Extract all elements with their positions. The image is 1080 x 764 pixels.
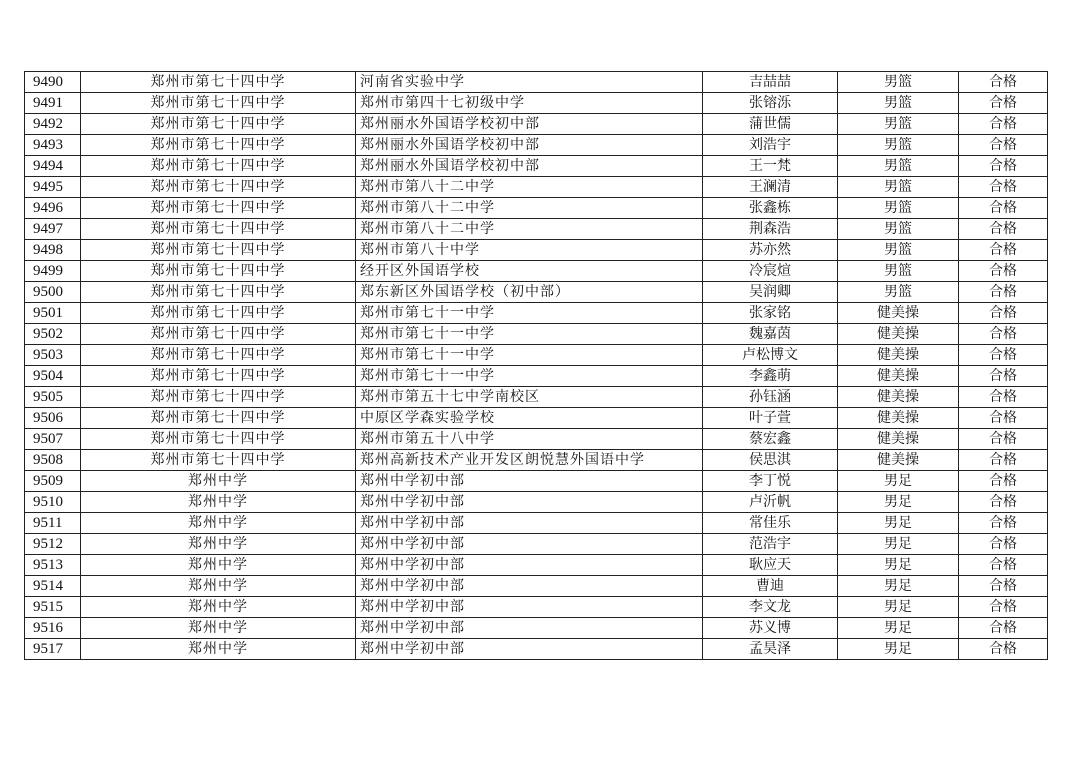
- high-school-cell: 郑州市第七十四中学: [81, 429, 356, 450]
- student-name-cell: 蒲世儒: [703, 114, 838, 135]
- sport-cell: 男足: [838, 492, 959, 513]
- junior-school-cell: 郑州丽水外国语学校初中部: [356, 135, 703, 156]
- result-cell: 合格: [959, 618, 1048, 639]
- sport-cell: 男篮: [838, 72, 959, 93]
- student-name-cell: 卢松博文: [703, 345, 838, 366]
- sport-cell: 男篮: [838, 114, 959, 135]
- table-row: [25, 72, 1048, 93]
- row-number-cell: 9492: [25, 114, 81, 135]
- row-number-cell: 9499: [25, 261, 81, 282]
- result-cell: 合格: [959, 219, 1048, 240]
- result-cell: 合格: [959, 534, 1048, 555]
- high-school-cell: 郑州市第七十四中学: [81, 177, 356, 198]
- row-number-cell: 9512: [25, 534, 81, 555]
- student-name-cell: 王一梵: [703, 156, 838, 177]
- junior-school-cell: 郑州中学初中部: [356, 534, 703, 555]
- row-number-cell: 9496: [25, 198, 81, 219]
- junior-school-cell: 经开区外国语学校: [356, 261, 703, 282]
- student-name-cell: 孙钰涵: [703, 387, 838, 408]
- table-row: [25, 261, 1048, 282]
- junior-school-cell: 郑州丽水外国语学校初中部: [356, 156, 703, 177]
- table-row: [25, 177, 1048, 198]
- row-number-cell: 9507: [25, 429, 81, 450]
- table-row: [25, 240, 1048, 261]
- student-name-cell: 侯思淇: [703, 450, 838, 471]
- result-cell: 合格: [959, 450, 1048, 471]
- junior-school-cell: 郑州市第八十二中学: [356, 177, 703, 198]
- student-name-cell: 吴润卿: [703, 282, 838, 303]
- student-name-cell: 李鑫萌: [703, 366, 838, 387]
- sport-cell: 男篮: [838, 156, 959, 177]
- table-row: [25, 408, 1048, 429]
- student-name-cell: 曹迪: [703, 576, 838, 597]
- sport-cell: 男篮: [838, 240, 959, 261]
- table-row: [25, 135, 1048, 156]
- table-row: [25, 345, 1048, 366]
- high-school-cell: 郑州市第七十四中学: [81, 366, 356, 387]
- result-cell: 合格: [959, 366, 1048, 387]
- table-row: [25, 534, 1048, 555]
- table-row: [25, 618, 1048, 639]
- junior-school-cell: 郑州市第四十七初级中学: [356, 93, 703, 114]
- row-number-cell: 9501: [25, 303, 81, 324]
- junior-school-cell: 郑州市第七十一中学: [356, 303, 703, 324]
- admission-table: [24, 71, 1048, 660]
- sport-cell: 男足: [838, 534, 959, 555]
- sport-cell: 健美操: [838, 450, 959, 471]
- sport-cell: 男篮: [838, 177, 959, 198]
- sport-cell: 男足: [838, 597, 959, 618]
- junior-school-cell: 郑州中学初中部: [356, 576, 703, 597]
- junior-school-cell: 郑东新区外国语学校（初中部）: [356, 282, 703, 303]
- sport-cell: 男足: [838, 513, 959, 534]
- high-school-cell: 郑州市第七十四中学: [81, 345, 356, 366]
- row-number-cell: 9517: [25, 639, 81, 660]
- student-name-cell: 张家铭: [703, 303, 838, 324]
- result-cell: 合格: [959, 429, 1048, 450]
- student-name-cell: 孟昊泽: [703, 639, 838, 660]
- junior-school-cell: 郑州市第八十中学: [356, 240, 703, 261]
- row-number-cell: 9493: [25, 135, 81, 156]
- student-name-cell: 李文龙: [703, 597, 838, 618]
- high-school-cell: 郑州市第七十四中学: [81, 282, 356, 303]
- result-cell: 合格: [959, 345, 1048, 366]
- row-number-cell: 9504: [25, 366, 81, 387]
- result-cell: 合格: [959, 156, 1048, 177]
- result-cell: 合格: [959, 198, 1048, 219]
- junior-school-cell: 郑州市第八十二中学: [356, 198, 703, 219]
- student-name-cell: 荆森浩: [703, 219, 838, 240]
- high-school-cell: 郑州市第七十四中学: [81, 240, 356, 261]
- student-name-cell: 范浩宇: [703, 534, 838, 555]
- student-name-cell: 张镕泺: [703, 93, 838, 114]
- row-number-cell: 9491: [25, 93, 81, 114]
- sport-cell: 男足: [838, 639, 959, 660]
- student-name-cell: 魏嘉茵: [703, 324, 838, 345]
- result-cell: 合格: [959, 303, 1048, 324]
- table-row: [25, 198, 1048, 219]
- junior-school-cell: 郑州中学初中部: [356, 471, 703, 492]
- sport-cell: 健美操: [838, 387, 959, 408]
- result-cell: 合格: [959, 324, 1048, 345]
- high-school-cell: 郑州市第七十四中学: [81, 114, 356, 135]
- table-row: [25, 303, 1048, 324]
- row-number-cell: 9514: [25, 576, 81, 597]
- table-row: [25, 366, 1048, 387]
- row-number-cell: 9500: [25, 282, 81, 303]
- sport-cell: 男篮: [838, 93, 959, 114]
- junior-school-cell: 郑州丽水外国语学校初中部: [356, 114, 703, 135]
- junior-school-cell: 郑州中学初中部: [356, 555, 703, 576]
- high-school-cell: 郑州中学: [81, 639, 356, 660]
- table-row: [25, 114, 1048, 135]
- high-school-cell: 郑州中学: [81, 597, 356, 618]
- sport-cell: 健美操: [838, 408, 959, 429]
- high-school-cell: 郑州市第七十四中学: [81, 135, 356, 156]
- student-name-cell: 常佳乐: [703, 513, 838, 534]
- result-cell: 合格: [959, 135, 1048, 156]
- high-school-cell: 郑州市第七十四中学: [81, 387, 356, 408]
- high-school-cell: 郑州市第七十四中学: [81, 261, 356, 282]
- result-cell: 合格: [959, 639, 1048, 660]
- high-school-cell: 郑州中学: [81, 576, 356, 597]
- sport-cell: 男足: [838, 618, 959, 639]
- row-number-cell: 9508: [25, 450, 81, 471]
- row-number-cell: 9515: [25, 597, 81, 618]
- table-row: [25, 639, 1048, 660]
- table-row: [25, 492, 1048, 513]
- high-school-cell: 郑州市第七十四中学: [81, 303, 356, 324]
- row-number-cell: 9498: [25, 240, 81, 261]
- row-number-cell: 9513: [25, 555, 81, 576]
- sport-cell: 男篮: [838, 198, 959, 219]
- student-name-cell: 苏亦然: [703, 240, 838, 261]
- sport-cell: 健美操: [838, 366, 959, 387]
- high-school-cell: 郑州市第七十四中学: [81, 72, 356, 93]
- sport-cell: 健美操: [838, 303, 959, 324]
- student-name-cell: 王澜清: [703, 177, 838, 198]
- row-number-cell: 9490: [25, 72, 81, 93]
- table-row: [25, 93, 1048, 114]
- table-row: [25, 576, 1048, 597]
- junior-school-cell: 郑州市第七十一中学: [356, 324, 703, 345]
- sport-cell: 健美操: [838, 345, 959, 366]
- high-school-cell: 郑州市第七十四中学: [81, 450, 356, 471]
- student-name-cell: 叶子萱: [703, 408, 838, 429]
- row-number-cell: 9497: [25, 219, 81, 240]
- high-school-cell: 郑州市第七十四中学: [81, 198, 356, 219]
- student-name-cell: 蔡宏鑫: [703, 429, 838, 450]
- table-row: [25, 324, 1048, 345]
- row-number-cell: 9505: [25, 387, 81, 408]
- result-cell: 合格: [959, 93, 1048, 114]
- row-number-cell: 9509: [25, 471, 81, 492]
- high-school-cell: 郑州中学: [81, 492, 356, 513]
- sport-cell: 男篮: [838, 219, 959, 240]
- high-school-cell: 郑州中学: [81, 618, 356, 639]
- result-cell: 合格: [959, 408, 1048, 429]
- student-name-cell: 苏义博: [703, 618, 838, 639]
- student-name-cell: 张鑫栋: [703, 198, 838, 219]
- row-number-cell: 9502: [25, 324, 81, 345]
- junior-school-cell: 郑州市第七十一中学: [356, 366, 703, 387]
- high-school-cell: 郑州中学: [81, 471, 356, 492]
- student-name-cell: 冷宸煊: [703, 261, 838, 282]
- result-cell: 合格: [959, 513, 1048, 534]
- student-name-cell: 刘浩宇: [703, 135, 838, 156]
- row-number-cell: 9516: [25, 618, 81, 639]
- sport-cell: 健美操: [838, 429, 959, 450]
- table-row: [25, 282, 1048, 303]
- table-row: [25, 450, 1048, 471]
- row-number-cell: 9511: [25, 513, 81, 534]
- high-school-cell: 郑州市第七十四中学: [81, 219, 356, 240]
- table-row: [25, 156, 1048, 177]
- table-row: [25, 387, 1048, 408]
- table-row: [25, 429, 1048, 450]
- sport-cell: 男足: [838, 576, 959, 597]
- sport-cell: 男篮: [838, 135, 959, 156]
- result-cell: 合格: [959, 492, 1048, 513]
- sport-cell: 男篮: [838, 261, 959, 282]
- junior-school-cell: 郑州市第七十一中学: [356, 345, 703, 366]
- result-cell: 合格: [959, 114, 1048, 135]
- result-cell: 合格: [959, 261, 1048, 282]
- sport-cell: 男足: [838, 471, 959, 492]
- junior-school-cell: 郑州中学初中部: [356, 618, 703, 639]
- table-row: [25, 555, 1048, 576]
- row-number-cell: 9495: [25, 177, 81, 198]
- junior-school-cell: 郑州市第五十八中学: [356, 429, 703, 450]
- student-name-cell: 耿应天: [703, 555, 838, 576]
- high-school-cell: 郑州中学: [81, 513, 356, 534]
- table-row: [25, 513, 1048, 534]
- high-school-cell: 郑州市第七十四中学: [81, 93, 356, 114]
- junior-school-cell: 中原区学森实验学校: [356, 408, 703, 429]
- sport-cell: 男篮: [838, 282, 959, 303]
- sport-cell: 男足: [838, 555, 959, 576]
- table-row: [25, 597, 1048, 618]
- row-number-cell: 9510: [25, 492, 81, 513]
- high-school-cell: 郑州中学: [81, 555, 356, 576]
- result-cell: 合格: [959, 471, 1048, 492]
- high-school-cell: 郑州市第七十四中学: [81, 156, 356, 177]
- table-row: [25, 219, 1048, 240]
- row-number-cell: 9506: [25, 408, 81, 429]
- result-cell: 合格: [959, 555, 1048, 576]
- student-name-cell: 吉喆喆: [703, 72, 838, 93]
- result-cell: 合格: [959, 387, 1048, 408]
- high-school-cell: 郑州市第七十四中学: [81, 408, 356, 429]
- high-school-cell: 郑州中学: [81, 534, 356, 555]
- result-cell: 合格: [959, 597, 1048, 618]
- result-cell: 合格: [959, 576, 1048, 597]
- sport-cell: 健美操: [838, 324, 959, 345]
- junior-school-cell: 郑州高新技术产业开发区朗悦慧外国语中学: [356, 450, 703, 471]
- student-name-cell: 卢沂帆: [703, 492, 838, 513]
- junior-school-cell: 郑州市第五十七中学南校区: [356, 387, 703, 408]
- junior-school-cell: 郑州中学初中部: [356, 513, 703, 534]
- student-name-cell: 李丁悦: [703, 471, 838, 492]
- junior-school-cell: 郑州市第八十二中学: [356, 219, 703, 240]
- junior-school-cell: 郑州中学初中部: [356, 597, 703, 618]
- result-cell: 合格: [959, 282, 1048, 303]
- table-body: [25, 72, 1048, 660]
- junior-school-cell: 郑州中学初中部: [356, 639, 703, 660]
- result-cell: 合格: [959, 177, 1048, 198]
- table-row: [25, 471, 1048, 492]
- row-number-cell: 9503: [25, 345, 81, 366]
- result-cell: 合格: [959, 72, 1048, 93]
- junior-school-cell: 河南省实验中学: [356, 72, 703, 93]
- junior-school-cell: 郑州中学初中部: [356, 492, 703, 513]
- high-school-cell: 郑州市第七十四中学: [81, 324, 356, 345]
- row-number-cell: 9494: [25, 156, 81, 177]
- result-cell: 合格: [959, 240, 1048, 261]
